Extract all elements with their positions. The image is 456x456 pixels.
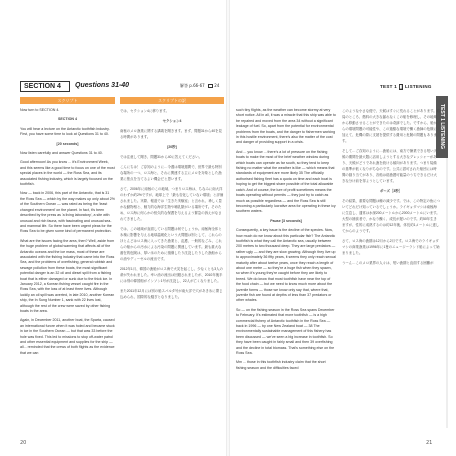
paragraph: こんにちは！ご存知のように…今週は環境週間で、世界で最も特別な場所の一つ、ロス海と、それに関連する主にメロを対象とした漁業に焦点を当てるよい機会だと思います。 — [120, 165, 222, 181]
paragraph: そして…ご存知のように…漁船には、南方で操業できる短い天候の期間を最大限に活用しようとする大きなプレッシャーがあり、天候がどうであれ漁を続ける傾向があります。つまり装備の基準が低くなりがちなのです。公式に認可された船団には時間の割り当てがあり、各船は総漁獲可能量のうちできるだけ大きな分け前を得ようとしています。 — [342, 149, 437, 183]
paragraph: What are the issues facing the area, then? Well, aside from the huge problem of global warming that affects all of the Antarctic oceans and the ice mass, most of these are associated with the fishing industry that came into the Ross Sea, and the problems of overfishing, general rubbish and sewage pollution from these boats, the most significant potential danger is an 32 oil and diesel spill from a fishing boat that is either damaged or sunk due to the thick ice. In January 2012, a Korean fishing vessel caught fire in the Ross Sea, with the loss of at least three lives. Although luckily an oil spill was averted, in late 2010, another Korean ship, the In Sung Number 1, sank with 22 lives lost, although the rest of the crew were saved by other fishing boats in the area. — [20, 238, 115, 313]
paragraph: さて、ロス海の漁期は12月から2月です。ロス海でのライギョダマシの商業漁業は1996年に1隻のニュージーランド船によって始まりました。 — [342, 239, 440, 255]
paragraph: Mm ... those in this toothfish industry claim that the short fishing season and the difficulties faced — [236, 360, 326, 370]
page-number-right: 21 — [426, 440, 433, 446]
paragraph: 南極のメロ漁業に関する講義を聞きます。まず、問題31から40を見る時間があります。 — [120, 129, 222, 139]
right-page — [230, 0, 456, 456]
paragraph: うーん…このメロ業界の人々は、短い漁期と直面する困難が — [342, 261, 434, 265]
paragraph-heading: SECTION 4 — [58, 117, 77, 122]
paragraph: さて、2006年に南極のこの地域、つまりロス海は、ちなみに南大洋のわずか約2%ですが、地球上で「最も変化していない環境」と評価されました。実際、報道では「生きた実験室」と言われ、珍しく豊かな動物相と、魅力的な海洋生物や哺乳類がいる場所です。そのため、ロス海に何らかの恒久的な保護を与えるよう緊急の訴えがなされてきました。 — [120, 187, 224, 221]
paragraph: このような小さな便で、天候はすぐに荒れることがあります。結局のところ、燃料の大きな漏れなくこの船を修理し、その地域から移動させることができたのは奇跡でした。ですから、船からの環境問題の可能性や、この過酷な環境で働く漁師の危険に加えて、危機の際に支援を提供する費用と危険の問題もあります。 — [342, 109, 440, 143]
paragraph: その結果、重要な問題は種の減少です。では、この特定の魚についてどれだけ知っているでしょうか。ライギョダマシは南極海に生息し、通常は水深200メートルから2000メートルにいます。大型の捕食者で、かなり醜く、成長が遅いのです。約50年生きますが、性的に成熟するのは約12年後、体長約1メートルに達してからのようです。 — [342, 199, 440, 233]
paragraph: 2012年1月、韓国の漁船がロス海で火災を起こし、少なくとも3人の命が失われました。幸い油の流出は回避されましたが、2010年後半には別の韓国船がインソン1号が沈没し、22人が亡くなりました。 — [120, 267, 223, 283]
section-label: SECTION 4 — [20, 81, 70, 92]
paragraph: では、この地域が直面している問題は何でしょうか。南極海全体と氷塊に影響を与える地球温暖化という大問題は別として、これらのほとんどはロス海に入ってきた漁業と、乱獲、一般的なごみ、これらの船からの汚水による汚染の問題に関連しています。最も重大な潜在的危険は、厚い氷のために損傷したり沈没したりした漁船からの油やディーゼルの流出です。 — [120, 227, 222, 261]
paragraph: Now — back in 2006, this part of the Antarctic, that is 31 the Ross Sea — which by the way makes up only about 2% of the Southern Ocean — was rated as being the 'least changed environment' on the planet. In fact, it's been described by the press as 'a living laboratory', a site with unusual and rich fauna, with fascinating and unusual sea- and mammal life. So there have been urgent pleas for the Ross Sea to be given some kind of permanent protection. — [20, 191, 115, 234]
paragraph: では、セクション4に移ります。 — [120, 109, 170, 113]
listening-badge-icon: ▮ — [399, 84, 403, 89]
paragraph: では注意して聞き、問題31から40に答えてください。 — [120, 155, 202, 159]
questions-label: Questions 31-40 — [75, 82, 130, 89]
paragraph: So — on the fishing season in the Ross Sea spans December to February. It's estimated that more toothfish — is a high commercial fishery of Antarctic toothfish in the Ross Sea — back in 1996 — by one New Zealand boat — 38 The environmentally sustainable management of this fishery has been discussed — we've seen a big increase in toothfish. So they have been caught in fairly small and then 39 overfishing and the decline in total biomass. That's something else on the Ross Sea. — [236, 307, 335, 356]
test-label: TEST — [380, 84, 393, 89]
test-header — [380, 84, 432, 90]
paragraph-heading: Pause [3 seconds] — [270, 218, 302, 223]
side-tab-rule — [446, 158, 448, 428]
page-number-left: 20 — [20, 440, 27, 446]
paragraph: such tiny flights, as the weather can become stormy at very short notice. All in all, it was a miracle that this ship was able to be repaired and moved from the area 34 without a significant leakage of fuel. So, apart from the potential for environmental problems from the boats, and the danger to fishermen working in this hostile environment, there's also the matter of the cost and danger of providing support in a crisis. — [236, 108, 336, 145]
test-number: 1 — [394, 84, 398, 89]
right-english-column — [236, 108, 336, 428]
paragraph: Now turn to SECTION 4. — [20, 108, 60, 112]
audio-track-icon — [208, 84, 213, 88]
answer-reference — [180, 82, 219, 90]
side-tab: TEST 1 LISTENING — [436, 96, 448, 158]
paragraph: You will hear a lecture on the Antarctic toothfish industry. First, you have some time to look at Questions 31 to 40. — [20, 126, 110, 137]
paragraph: Consequently, a key issue is the decline of the species. Now, how much do we know about this particular fish? The Antarctic toothfish is what they call the Antarctic sea, usually between 200 metres to two thousand deep. They are large predators — rather ugly — and they are slow growing. Although they live up to approximately 36 fifty years, it seems they only reach sexual maturity after about twelve years, once they reach a length of about one metre — so they're a huge fish when they spawn, so when it's young they're caught before they are likely to breed. We do know that most toothfish have near the top of the food chain — but we need to know much more about the juvenile forms — those we know only say that, where that, juvenile fish are found at depths of less than 37 predators or other whales. — [236, 228, 336, 303]
answer-ref-text: 解答 p.66-67 — [180, 83, 205, 88]
paragraph: Good afternoon! As you know ... it's Environment Week, and this seems like a good time to focus on one of the most special places in the world — the Ross Sea, and its associated fishing industry, which is largely focused on the toothfish. — [20, 160, 115, 187]
paragraph-heading: [20秒] — [167, 145, 177, 149]
paragraph: Again, in December 2011, another boat, the Sparta, caused an international furore when it was holed and became stuck in ice in the Southern Ocean — but that was 33 before the hole was fixed. This led to missions to stop off-water patrol and other essential equipment and supplies for the ship — all... reminded that the crews of both flights as the evidence that we can — [20, 318, 115, 355]
right-japanese-column — [342, 108, 440, 428]
script-bar-jp: スクリプトの訳 — [120, 97, 224, 104]
paragraph: And ... you know ... there's a lot of pressure on the fishing boats to make the most of the brief weather window during which boats can operate as far south, so they tend to keep fishing no matter what the weather is like — which means that standards of equipment are more likely 35 The officially authorised fishing fleet has a quota on time and each boat is hoping to get the biggest share possible of the total allowable catch. And of course, the lure of profit sometimes means the boats operating without permits — they just try to catch as much as possible regardless — and the Ross Sea is still becoming a particularly lucrative area for operating in these icy southern waters. — [236, 149, 336, 214]
script-bar-en: スクリプト — [20, 97, 115, 104]
paragraph: また2011年12月には別の船スパルタ号が南大洋で穴があき氷に閉じ込められ、国際的な騒ぎとなりました。 — [120, 289, 223, 299]
paragraph: Now listen carefully and answer Questions 31 to 40. — [20, 151, 103, 156]
left-english-column — [20, 108, 115, 428]
paragraph-heading: [20 seconds] — [56, 141, 79, 146]
test-section: LISTENING — [404, 84, 432, 89]
paragraph-heading: セクション4 — [162, 119, 182, 123]
paragraph-heading: ポーズ［3秒］ — [379, 189, 403, 193]
answer-ref-track: 24 — [214, 83, 220, 88]
left-page — [0, 0, 226, 456]
left-japanese-column — [120, 108, 224, 428]
